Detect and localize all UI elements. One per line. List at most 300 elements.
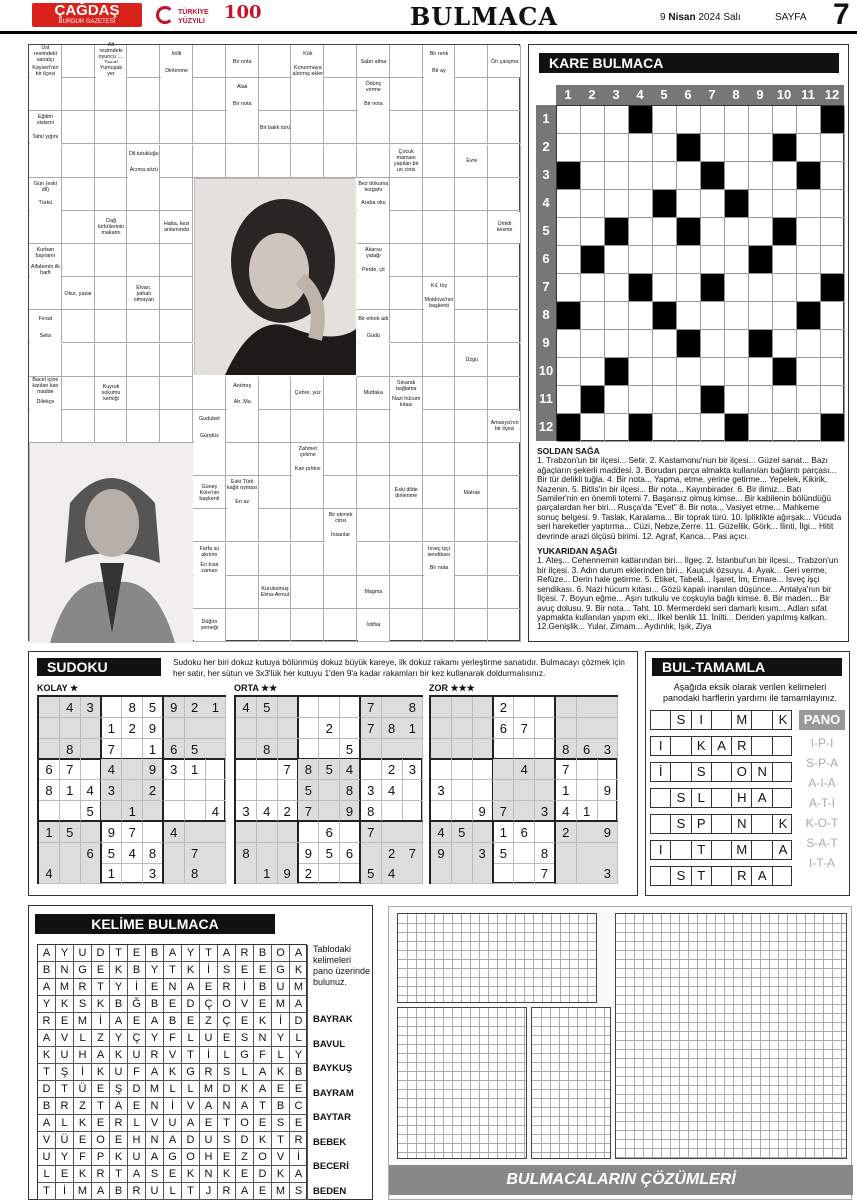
crossword-cell xyxy=(488,344,521,377)
sudoku-cell xyxy=(382,739,403,760)
crossword-cell xyxy=(291,543,324,576)
crossword-cell xyxy=(127,310,160,343)
grid-line xyxy=(550,1008,551,1158)
kelime-letter: K xyxy=(74,1166,92,1183)
kelime-letter: B xyxy=(128,962,146,979)
crossword-cell xyxy=(488,543,521,576)
sudoku-cell: 1 xyxy=(39,822,60,843)
crossword-cell xyxy=(390,211,423,244)
kelime-letter: K xyxy=(92,1064,110,1081)
kare-cell xyxy=(797,358,821,386)
sudoku-cell xyxy=(431,697,452,718)
kelime-letter: E xyxy=(290,1115,308,1132)
kelime-letter: E xyxy=(200,1115,218,1132)
crossword-clue: Üzgü xyxy=(456,345,487,376)
kare-row-number: 7 xyxy=(542,279,550,294)
kelime-letter: T xyxy=(272,1132,290,1149)
crossword-clue: Eğitim sistemi xyxy=(30,112,61,128)
grid-line xyxy=(524,1008,525,1158)
crossword-clue: Kuyruk sokumu kemiği xyxy=(96,378,127,409)
sudoku-cell xyxy=(236,822,257,843)
grid-line xyxy=(398,1026,526,1027)
kare-cell xyxy=(629,134,653,162)
sudoku-cell xyxy=(39,801,60,822)
kelime-letter: U xyxy=(146,1183,164,1200)
bul-tamamla-cell xyxy=(712,763,732,781)
kelime-letter: R xyxy=(218,1183,236,1200)
kelime-letter: N xyxy=(146,1132,164,1149)
grid-line xyxy=(616,1130,846,1131)
kelime-letter: D xyxy=(218,1081,236,1098)
kare-grid xyxy=(556,105,844,441)
crossword-cell xyxy=(291,476,324,509)
kelime-letter: N xyxy=(146,1098,164,1115)
kelime-letter: T xyxy=(110,945,128,962)
sudoku-cell xyxy=(597,697,618,718)
crossword-cell xyxy=(324,443,357,476)
crossword-clue: Kıl, tüy xyxy=(424,278,455,294)
sudoku-cell: 5 xyxy=(452,822,473,843)
crossword-cell xyxy=(423,344,456,377)
kelime-letter: P xyxy=(92,1149,110,1166)
grid-line xyxy=(398,968,596,969)
crossword-clue: En az xyxy=(227,494,258,509)
kare-cell xyxy=(773,302,797,330)
crossword-cell xyxy=(357,344,390,377)
sudoku-cell xyxy=(122,759,143,780)
crossword-cell xyxy=(488,178,521,211)
kare-cell xyxy=(677,386,701,414)
kare-cell xyxy=(725,162,749,190)
sudoku-cell: 7 xyxy=(122,822,143,843)
kelime-letter: B xyxy=(110,996,128,1013)
bul-tamamla-cell: S xyxy=(671,815,691,833)
kelime-letter: B xyxy=(38,1098,56,1115)
crossword-clue: Bir ay xyxy=(424,63,455,78)
sudoku-cell xyxy=(535,759,556,780)
crossword-cell xyxy=(259,543,292,576)
across-clues: 1. Trabzon'un bir ilçesi... Setir. 2. Kastamonu'nun bir ilçesi... Güzel sanat... Bazı ağaçların şekerli maddesi. 3. Borudan parça almakta kullanılan bağlantı parçası... Bir tür delikli tuğla. 4. Bir nota... Yapma, etme, yerine getirme... Yepelek, Kikirik, Nazenin. 5. Bitlis'in bir ilçesi... Bir nota... Kayınbirader. 6. Bir ilimiz... Batı Samiler'nin en önemli totemi 7. Başarısız olmuş kimse... Bir kabilenin bölündüğü parçalardan her biri... Rusça'da "Evet" 8. Bir nota... Vasiyet etme... Mahkeme sonuç belgesi. 9. Taslak, Karalama... Bir toprak türü. 10. İpliklikte ağırşak... Vücuda seri hareketler yaptırma... Cüzi, Nebze,Zerre. 11. Güzellik, Görk... İlinti, İlgi... Hitit devrinde arazi ölçüsü birimi. 12. Agraf, Kanca... Pas açıcı. xyxy=(537,455,842,541)
kelime-letter: O xyxy=(92,1132,110,1149)
kare-cell xyxy=(701,134,725,162)
kelime-letter: B xyxy=(110,1183,128,1200)
crossword-clue: Acıma sözü xyxy=(128,163,159,178)
kare-col-number: 3 xyxy=(612,87,620,102)
sudoku-cell: 4 xyxy=(431,822,452,843)
sudoku-cell: 4 xyxy=(205,801,226,822)
crossword-cell xyxy=(423,145,456,178)
bul-tamamla-cell xyxy=(651,815,671,833)
kelime-letter: K xyxy=(110,1047,128,1064)
page-title: BULMACA xyxy=(410,2,558,31)
grid-line xyxy=(616,923,846,924)
grid-line xyxy=(416,914,417,1002)
crossword-cell xyxy=(95,178,128,211)
crossword-cell xyxy=(193,145,226,178)
sudoku-cell xyxy=(185,822,206,843)
sudoku-cell xyxy=(452,780,473,801)
kare-col-number: 10 xyxy=(776,87,792,102)
kare-cell xyxy=(701,302,725,330)
sudoku-cell xyxy=(278,843,299,864)
kelime-letter: R xyxy=(128,1183,146,1200)
crossword-clue: Evre xyxy=(456,146,487,177)
kare-cell xyxy=(749,218,773,246)
sudoku-cell xyxy=(143,801,164,822)
kare-cell xyxy=(797,386,821,414)
crossword-cell xyxy=(160,244,193,277)
crossword-cell xyxy=(423,78,456,111)
grid-line xyxy=(398,1017,526,1018)
kelime-letter: Y xyxy=(182,945,200,962)
sudoku-cell xyxy=(597,759,618,780)
crossword-cell xyxy=(29,145,62,178)
crossword-clue: Çocuk maması yapılan bir un cinsi xyxy=(391,146,422,177)
kare-cell xyxy=(605,330,629,358)
kelime-letter: T xyxy=(164,962,182,979)
kelime-letter: R xyxy=(146,1047,164,1064)
crossword-cell xyxy=(455,211,488,244)
kelime-letter: İ xyxy=(200,962,218,979)
crossword-clue: Nazi hücum kıtası xyxy=(391,396,421,409)
kelime-letter: U xyxy=(164,1115,182,1132)
grid-line xyxy=(434,914,435,1002)
sudoku-cell: 6 xyxy=(81,843,102,864)
kelime-letter: A xyxy=(236,1098,254,1115)
kelime-letter: M xyxy=(56,979,74,996)
kare-cell xyxy=(629,162,653,190)
sudoku-cell: 9 xyxy=(164,697,185,718)
sudoku-cell xyxy=(319,780,340,801)
solutions-panel xyxy=(388,906,852,1200)
crossword-cell xyxy=(423,609,456,642)
sudoku-cell: 7 xyxy=(361,697,382,718)
kelime-letter: L xyxy=(164,1183,182,1200)
grid-line xyxy=(398,986,596,987)
grid-line xyxy=(398,941,596,942)
grid-line xyxy=(398,1098,526,1099)
kelime-letter: A xyxy=(38,945,56,962)
kare-col-number: 4 xyxy=(636,87,644,102)
kelime-letter: L xyxy=(56,1115,74,1132)
crossword-clue: Korunmaya alınmış ekler xyxy=(292,64,324,77)
kelime-letter: Ğ xyxy=(128,996,146,1013)
crossword-cell xyxy=(62,244,95,277)
kelime-letter: E xyxy=(92,962,110,979)
crossword-cell xyxy=(193,78,226,111)
kare-cell xyxy=(701,106,725,134)
crossword-cell xyxy=(455,178,488,211)
crossword-cell xyxy=(160,310,193,343)
sudoku-cell xyxy=(39,718,60,739)
grid-line xyxy=(616,995,846,996)
grid-line xyxy=(407,1008,408,1158)
sudoku-cell xyxy=(473,863,494,884)
crossword-cell xyxy=(226,609,259,642)
sudoku-cell xyxy=(278,739,299,760)
crossword-clue: Elvan, pahalı olmayan xyxy=(128,278,159,309)
sudoku-cell: 8 xyxy=(257,739,278,760)
sudoku-cell: 2 xyxy=(382,843,403,864)
kare-cell xyxy=(557,386,581,414)
sudoku-cell xyxy=(257,780,278,801)
crossword-cell xyxy=(455,111,488,144)
kare-cell xyxy=(797,246,821,274)
crossword-cell xyxy=(324,576,357,609)
grid-line xyxy=(616,986,846,987)
sudoku-cell: 6 xyxy=(319,822,340,843)
crossword-cell xyxy=(291,576,324,609)
kelime-word: BAYRAM xyxy=(313,1087,354,1099)
kelime-letter: Ü xyxy=(74,1081,92,1098)
crossword-clue: Eski dilde dinlenme xyxy=(391,477,422,508)
kare-col-number: 7 xyxy=(708,87,716,102)
sudoku-cell: 1 xyxy=(101,718,122,739)
kelime-letter: H xyxy=(74,1047,92,1064)
sudoku-cell xyxy=(577,780,598,801)
crossword-cell xyxy=(357,211,390,244)
sudoku-cell: 9 xyxy=(278,863,299,884)
kelime-letter: E xyxy=(56,1166,74,1183)
kelime-title: KELİME BULMACA xyxy=(35,914,275,934)
crossword-cell xyxy=(291,609,324,642)
kare-cell xyxy=(773,190,797,218)
kelime-letter: Ç xyxy=(128,1030,146,1047)
bul-tamamla-row xyxy=(650,814,792,834)
kare-cell xyxy=(821,246,845,274)
crossword-cell xyxy=(291,410,324,443)
sudoku-cell: 5 xyxy=(185,739,206,760)
grid-line xyxy=(461,1008,462,1158)
kelime-letter: A xyxy=(182,979,200,996)
crossword-cell xyxy=(226,509,259,542)
kelime-letter: E xyxy=(272,1081,290,1098)
kelime-letter: K xyxy=(272,1166,290,1183)
crossword-cell xyxy=(226,576,259,609)
kare-col-number: 5 xyxy=(660,87,668,102)
page-number: 7 xyxy=(833,0,850,31)
sudoku-label-hard: ZOR ★★★ xyxy=(429,683,475,693)
kare-cell xyxy=(557,218,581,246)
bul-tamamla-cell: S xyxy=(671,711,691,729)
crossword-clue: En kısa zaman xyxy=(194,561,225,576)
grid-line xyxy=(398,977,596,978)
crossword-clue: Ah, Ma xyxy=(227,395,258,410)
sudoku-cell: 8 xyxy=(60,739,81,760)
sudoku-cell: 4 xyxy=(382,863,403,884)
sudoku-cell: 2 xyxy=(122,718,143,739)
sudoku-cell xyxy=(402,739,423,760)
kelime-letter: İ xyxy=(128,979,146,996)
crossword-cell xyxy=(423,410,456,443)
date-month: Nisan xyxy=(668,12,696,23)
kare-black-cell xyxy=(677,218,701,246)
kelime-letter: U xyxy=(128,1149,146,1166)
sudoku-cell: 4 xyxy=(340,759,361,780)
crossword-clue: Sıkarak bağlama xyxy=(391,378,422,394)
grid-line xyxy=(560,914,561,1002)
crossword-clue: Perde, çit xyxy=(358,262,389,277)
kare-black-cell xyxy=(821,414,845,442)
kelime-letter: Ç xyxy=(200,996,218,1013)
kare-black-cell xyxy=(797,302,821,330)
kare-black-cell xyxy=(581,386,605,414)
sudoku-cell: 3 xyxy=(597,739,618,760)
crossword-cell xyxy=(390,543,423,576)
grid-line xyxy=(616,1022,846,1023)
grid-line xyxy=(532,1062,610,1063)
kare-cell xyxy=(725,302,749,330)
grid-line xyxy=(616,977,846,978)
sudoku-cell xyxy=(452,863,473,884)
crossword-cell xyxy=(390,344,423,377)
kare-cell xyxy=(749,386,773,414)
kelime-letter: J xyxy=(200,1183,218,1200)
crossword-cell xyxy=(324,78,357,111)
kelime-letter: V xyxy=(236,996,254,1013)
kare-cell xyxy=(725,330,749,358)
kelime-letter: K xyxy=(236,1081,254,1098)
kelime-letter: K xyxy=(182,962,200,979)
crossword-cell xyxy=(62,178,95,211)
kelime-letter: M xyxy=(146,1081,164,1098)
sudoku-cell xyxy=(556,863,577,884)
centennial-text: 100 xyxy=(224,2,262,23)
kelime-letter: K xyxy=(254,1132,272,1149)
kare-cell xyxy=(653,246,677,274)
sudoku-cell: 5 xyxy=(361,863,382,884)
kare-black-cell xyxy=(701,274,725,302)
crossword-cell xyxy=(193,377,226,410)
crossword-cell xyxy=(488,377,521,410)
bul-tamamla-cell: T xyxy=(692,867,712,885)
kelime-letter: M xyxy=(74,1013,92,1030)
kelime-letter: Ç xyxy=(218,1013,236,1030)
kelime-letter: K xyxy=(56,996,74,1013)
bul-tamamla-cell xyxy=(753,711,773,729)
kare-cell xyxy=(773,414,797,442)
sudoku-cell xyxy=(81,863,102,884)
kelime-letter: E xyxy=(236,1166,254,1183)
sudoku-cell xyxy=(361,843,382,864)
grid-line xyxy=(616,932,846,933)
kelime-letter: E xyxy=(92,1115,110,1132)
kelime-letter: S xyxy=(74,996,92,1013)
sudoku-cell: 5 xyxy=(319,759,340,780)
grid-line xyxy=(532,1089,610,1090)
kare-cell xyxy=(581,358,605,386)
kelime-letter: G xyxy=(236,1047,254,1064)
sudoku-cell xyxy=(452,697,473,718)
kare-black-cell xyxy=(653,302,677,330)
kare-cell xyxy=(653,134,677,162)
sudoku-cell: 1 xyxy=(493,822,514,843)
crossword-cell xyxy=(95,277,128,310)
sudoku-cell xyxy=(185,780,206,801)
crossword-clue: Güney Kore'nin başkenti xyxy=(194,477,225,508)
kelime-letter: A xyxy=(254,1064,272,1081)
kelime-letter: D xyxy=(92,945,110,962)
kare-row-number: 5 xyxy=(542,223,550,238)
kare-cell xyxy=(821,386,845,414)
crossword-cell xyxy=(423,576,456,609)
sudoku-cell xyxy=(473,697,494,718)
sudoku-cell xyxy=(577,843,598,864)
sudoku-cell xyxy=(205,718,226,739)
kare-cell xyxy=(821,134,845,162)
crossword-cell xyxy=(291,145,324,178)
pano-title: PANO xyxy=(799,710,845,730)
bul-tamamla-cell xyxy=(712,789,732,807)
bul-tamamla-cell xyxy=(671,763,691,781)
sudoku-title: SUDOKU xyxy=(37,658,161,676)
kare-bulmaca-panel xyxy=(528,44,849,642)
kelime-letter: T xyxy=(56,1081,74,1098)
kelime-word: BECERİ xyxy=(313,1161,349,1172)
sudoku-cell: 7 xyxy=(185,843,206,864)
crossword-cell xyxy=(455,277,488,310)
sudoku-cell: 9 xyxy=(101,822,122,843)
kare-cell xyxy=(677,358,701,386)
crossword-cell xyxy=(390,277,423,310)
sudoku-cell xyxy=(164,780,185,801)
sudoku-cell xyxy=(205,780,226,801)
kare-black-cell xyxy=(557,414,581,442)
crossword-cell xyxy=(390,609,423,642)
grid-line xyxy=(452,914,453,1002)
sudoku-cell xyxy=(122,780,143,801)
kare-col-number: 1 xyxy=(564,87,572,102)
sudoku-cell xyxy=(236,739,257,760)
logo-text: ÇAĞDAŞ xyxy=(54,2,120,19)
kelime-letter: A xyxy=(182,1115,200,1132)
bul-tamamla-cell xyxy=(773,789,793,807)
kelime-letter: T xyxy=(38,1064,56,1081)
sudoku-cell xyxy=(535,697,556,718)
crossword-clue: Farfa su akıtımı xyxy=(194,544,225,560)
kelime-letter: R xyxy=(290,1132,308,1149)
bul-tamamla-cell xyxy=(753,737,773,755)
grid-line xyxy=(532,1071,610,1072)
bul-tamamla-cell: L xyxy=(692,789,712,807)
grid-line xyxy=(407,914,408,1002)
crossword-clue: İstifsa xyxy=(358,610,389,641)
kare-cell xyxy=(557,330,581,358)
grid-line xyxy=(568,1008,569,1158)
grid-line xyxy=(488,914,489,1002)
kelime-word: BAYTAR xyxy=(313,1112,352,1123)
kelime-letter: V xyxy=(56,1030,74,1047)
down-clues: 1. Ateş... Cehennemin katlarından biri... İlgeç. 2. İstanbul'un bir ilçesi... Trabzon'un bir ilçesi. 3. Adın durum eklerinden biri... Kauçuk özsuyu. 4. Ayak... Geri verme, Refüze... Derin hale getirme. 5. Etiket, Tabelâ... İşaret, İm, Emare... İsveç işçi sendikası. 6. Nazi hücum kıtası... Gözü kapalı inanılan düşünce... Antalya'nın bir İlçesi. 7. Boyun eğme... Aşırı tutkulu ve coşkuyla bağlı kimse. 8. Bir maden... Bir avuç dolusu. 9. Bir nota... Taht. 10. Mermerdeki seri damarlı kısım... Adları sıfat yapmakta kullanılan yapım eki... İlkel benlik 11. İnilti... Deriden yapılmış kalkan. 12.Genişlik... Yular, Zimam... Aydınlık, Işık, Ziya xyxy=(537,555,839,632)
sudoku-cell xyxy=(340,863,361,884)
kelime-letter: O xyxy=(182,1149,200,1166)
kare-cell xyxy=(653,218,677,246)
sudoku-cell: 4 xyxy=(382,780,403,801)
down-heading: YUKARIDAN AŞAĞI xyxy=(537,546,617,557)
crossword-cell xyxy=(160,178,193,211)
kare-cell xyxy=(629,386,653,414)
sudoku-cell xyxy=(278,718,299,739)
sudoku-cell: 2 xyxy=(298,863,319,884)
crossword-clue: İnilti xyxy=(161,46,192,62)
kare-row-number: 6 xyxy=(542,251,550,266)
kelime-letter: U xyxy=(74,945,92,962)
kelime-letter: N xyxy=(218,1098,236,1115)
kelime-word: BEBEK xyxy=(313,1136,347,1148)
sudoku-cell xyxy=(452,739,473,760)
crossword-cell xyxy=(127,45,160,78)
bul-tamamla-row xyxy=(650,840,792,860)
